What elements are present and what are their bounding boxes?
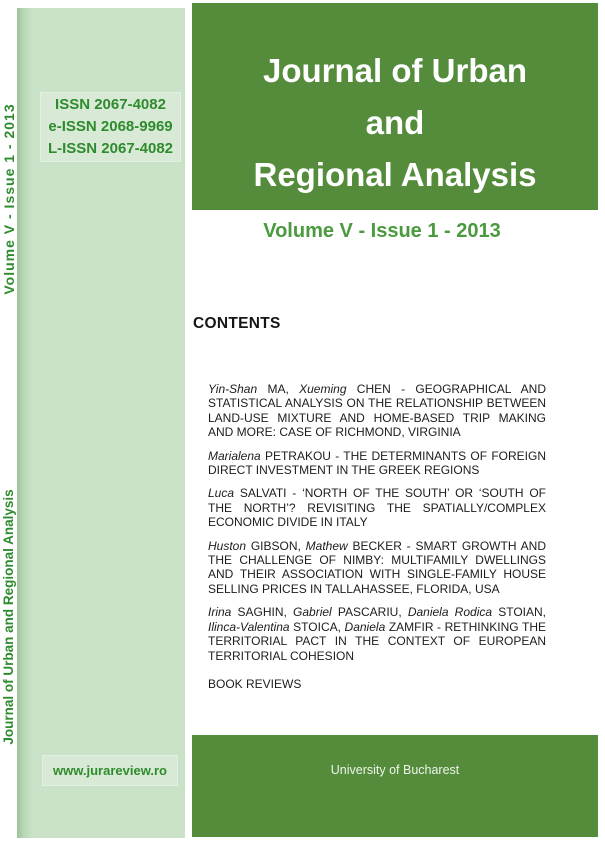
journal-title-line-2: and [365, 104, 425, 141]
entry-text: MA, [257, 382, 300, 396]
entry-text: PASCARIU, [331, 605, 408, 620]
contents-entry [208, 539, 546, 597]
author-given-name: Luca [208, 486, 235, 501]
journal-title-banner [192, 3, 598, 210]
contents-heading: CONTENTS [193, 315, 281, 332]
institution-name: University of Bucharest [330, 763, 460, 777]
contents-entries [208, 382, 546, 691]
journal-title-line-3: Regional Analysis [253, 156, 537, 193]
author-given-name: Yin-Shan [208, 382, 258, 396]
entry-text: SAGHIN, [231, 605, 294, 620]
spine-volume-text: Volume V - Issue 1 - 2013 [1, 103, 17, 295]
journal-title-line-1: Journal of Urban [262, 52, 528, 89]
author-given-name: Irina [208, 605, 232, 620]
entry-text: SALVATI - ‘NORTH OF THE SOUTH’ OR ‘SOUTH OF THE NORTH’? REVISITING THE SPATIALLY/COMPLEX ECONOMIC DIVIDE IN ITALY [208, 486, 546, 530]
spine-journal-title-text: Journal of Urban and Regional Analysis [1, 489, 16, 745]
author-given-name: Daniela [344, 619, 386, 634]
footer-bar [192, 735, 598, 837]
contents-entry [208, 486, 546, 529]
contents-entry [208, 382, 546, 440]
book-reviews-line: BOOK REVIEWS [208, 676, 302, 691]
entry-text: BECKER - SMART GROWTH AND THE CHALLENGE OF NIMBY: MULTIFAMILY DWELLINGS AND THEIR ASSOCIATION WITH SINGLE-FAMILY HOUSE SELLING PRICES IN TALLAHASSEE, FLORIDA, USA [208, 538, 546, 596]
issn-box [40, 92, 181, 162]
author-given-name: Xueming [299, 382, 347, 396]
e-issn-line: e-ISSN 2068-9969 [48, 118, 173, 135]
entry-text: CHEN - GEOGRAPHICAL AND STATISTICAL ANALYSIS ON THE RELATIONSHIP BETWEEN LAND-USE MIXTURE AND HOME-BASED TRIP MAKING AND MORE: CASE OF RICHMOND, VIRGINIA [208, 382, 546, 440]
website-box [42, 755, 178, 786]
website-link[interactable]: www.jurareview.ro [53, 763, 167, 778]
author-given-name: Mathew [305, 538, 348, 553]
issn-line: ISSN 2067-4082 [55, 96, 166, 113]
author-given-name: Daniela Rodica [407, 605, 493, 620]
entry-text: STOIAN, [492, 605, 546, 620]
entry-text: STOICA, [289, 619, 345, 634]
author-given-name: Huston [208, 538, 247, 553]
contents-entry [208, 605, 546, 663]
entry-text: ZAMFIR - RETHINKING THE TERRITORIAL PACT IN THE CONTEXT OF EUROPEAN TERRITORIAL COHESION [208, 619, 546, 663]
author-given-name: Ilinca-Valentina [208, 619, 290, 634]
entry-text: GIBSON, [246, 538, 306, 553]
volume-issue-line: Volume V - Issue 1 - 2013 [263, 220, 501, 242]
author-given-name: Marialena [208, 448, 261, 463]
l-issn-line: L-ISSN 2067-4082 [47, 140, 174, 157]
author-given-name: Gabriel [293, 605, 332, 620]
entry-text: PETRAKOU - THE DETERMINANTS OF FOREIGN DIRECT INVESTMENT IN THE GREEK REGIONS [208, 448, 546, 478]
contents-entry [208, 449, 546, 478]
